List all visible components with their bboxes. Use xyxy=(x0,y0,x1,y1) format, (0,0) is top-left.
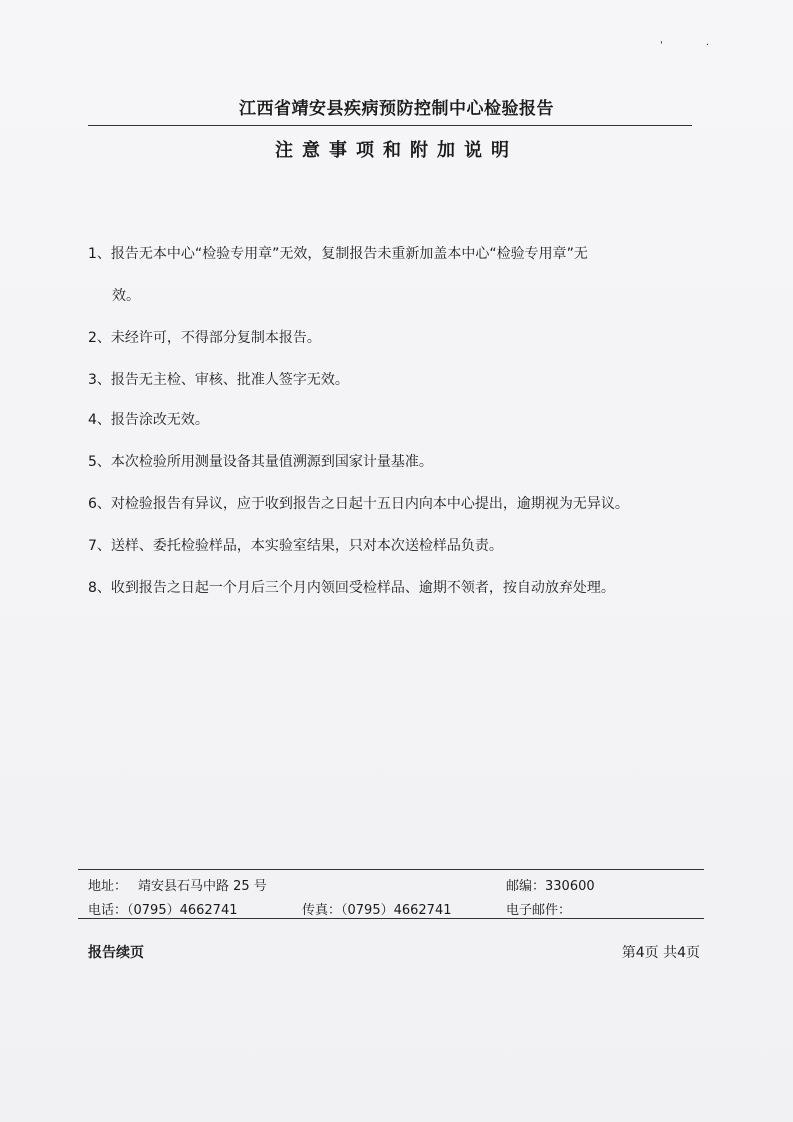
note-item-5: 5、本次检验所用测量设备其量值溯源到国家计量基准。 xyxy=(88,454,433,470)
page-number: 第4页 共4页 xyxy=(621,945,700,961)
fax: 传真：（0795）4662741 xyxy=(302,903,452,918)
phone: 电话：（0795）4662741 xyxy=(88,903,238,918)
note-item-7: 7、送样、委托检验样品，本实验室结果，只对本次送检样品负责。 xyxy=(88,538,503,554)
note-item-1: 1、报告无本中心“检验专用章”无效，复制报告未重新加盖本中心“检验专用章”无 xyxy=(88,246,588,262)
note-item-3: 3、报告无主检、审核、批准人签字无效。 xyxy=(88,372,349,388)
footer-top-divider xyxy=(78,869,704,870)
postcode: 邮编：330600 xyxy=(506,879,595,894)
report-organization: 江西省靖安县疾病预防控制中心检验报告 xyxy=(239,99,554,119)
page-title: 注意事项和附加说明 xyxy=(275,140,518,161)
note-item-2: 2、未经许可，不得部分复制本报告。 xyxy=(88,330,321,346)
note-item-6: 6、对检验报告有异议，应于收到报告之日起十五日内向本中心提出，逾期视为无异议。 xyxy=(88,496,629,512)
note-item-1-continuation: 效。 xyxy=(112,288,140,304)
continuation-label: 报告续页 xyxy=(88,945,144,961)
note-item-8: 8、收到报告之日起一个月后三个月内领回受检样品、逾期不领者，按自动放弃处理。 xyxy=(88,580,615,596)
scan-marks: ' · xyxy=(660,40,730,51)
email-label: 电子邮件： xyxy=(506,903,572,918)
footer-bottom-divider xyxy=(78,918,704,919)
address-label: 地址： xyxy=(88,879,128,894)
header-divider xyxy=(88,125,692,126)
address-value: 靖安县石马中路 25 号 xyxy=(138,879,267,894)
note-item-4: 4、报告涂改无效。 xyxy=(88,412,209,428)
